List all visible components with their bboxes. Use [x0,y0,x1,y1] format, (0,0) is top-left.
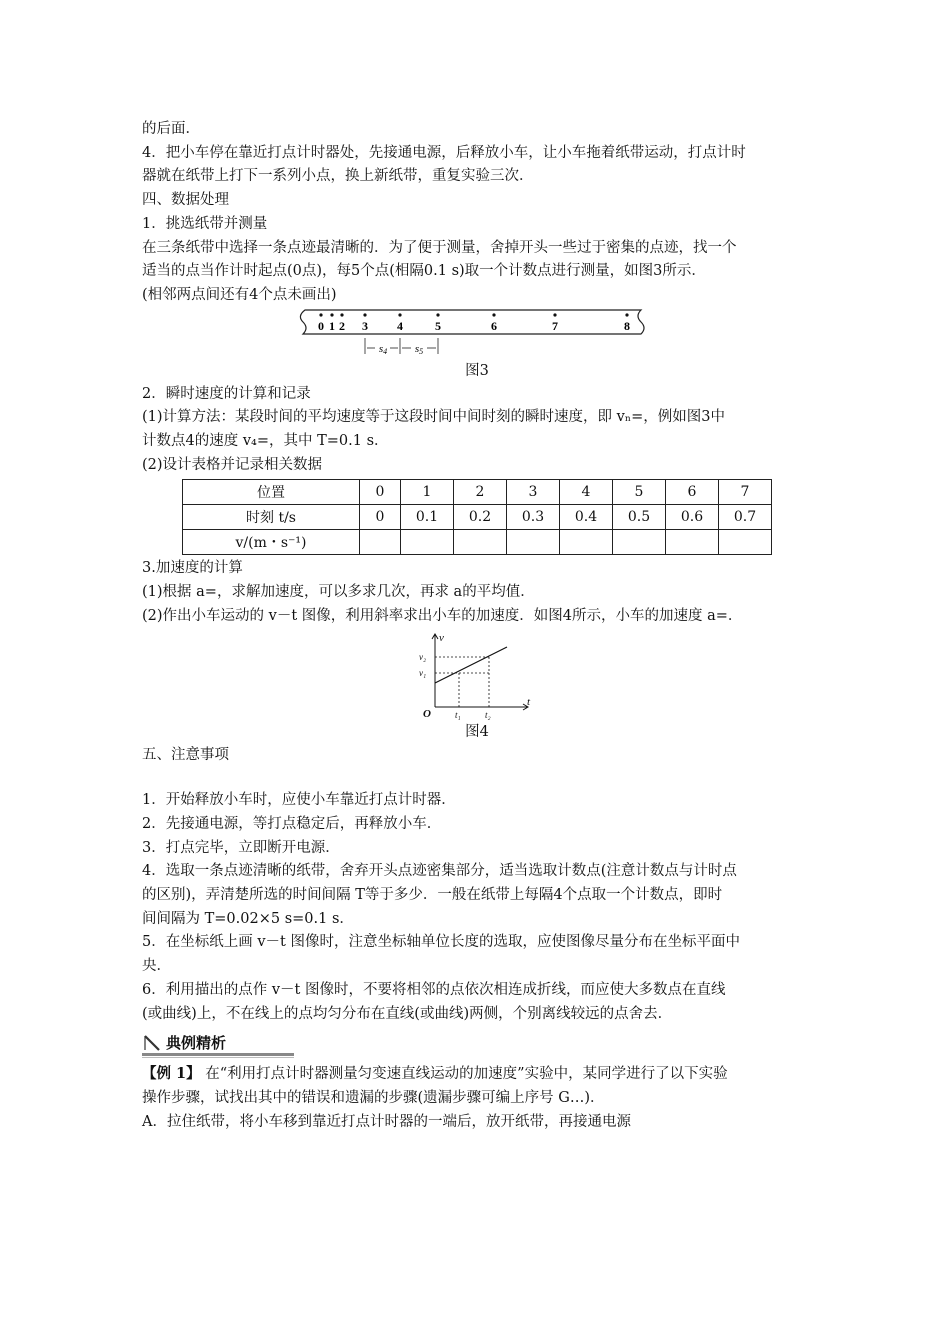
paper-tape-figure [297,308,647,360]
origin-label: O [423,707,431,720]
note-item: 央． [142,958,171,975]
table-cell: 4 [560,480,613,505]
table-cell: 5 [613,480,666,505]
text-line: 适当的点当作计时起点(0点)，每5个点(相隔0.1 s)取一个计数点进行测量，如图3所示． [142,263,706,280]
note-item: 间间隔为 T=0.02×5 s=0.1 s． [142,910,354,927]
note-item: 的区别)，弄清楚所选的时间间隔 T等于多少．一般在纸带上每隔4个点取一个计数点，即时 [142,887,723,904]
table-row [183,530,772,555]
axis-v-label: v [439,631,444,644]
note-item: 1．开始释放小车时，应使小车靠近打点计时器． [142,792,456,809]
tape-label: 3 [362,318,368,333]
text-line: (1)计算方法：某段时间的平均速度等于这段时间中间时刻的瞬时速度，即 vₙ=，例如图3中 [142,409,725,426]
text-line: 计数点4的速度 v₄=，其中 T=0.1 s． [142,433,389,450]
tape-label: 2 [339,318,345,333]
section-rule [142,1053,294,1056]
table-cell: 6 [666,480,719,505]
paper-tape-outline [300,310,644,334]
tape-label: 5 [435,318,441,333]
table-cell: 时刻 t/s [183,505,360,530]
subsection-heading: 1．挑选纸带并测量 [142,215,268,232]
table-cell: 3 [507,480,560,505]
table-cell: 0.5 [613,505,666,530]
tape-label: 1 [329,318,335,333]
tape-dot [553,313,556,316]
table-cell-empty [507,530,560,555]
tape-measure-marks [365,338,438,354]
tape-label: 4 [397,318,403,333]
note-item: 2．先接通电源，等打点稳定后，再释放小车． [142,815,442,832]
text-line: 在三条纸带中选择一条点迹最清晰的．为了便于测量，舍掉开头一些过于密集的点迹，找一个 [142,239,737,256]
text-line: (1)根据 a=，求解加速度，可以多求几次，再求 a的平均值． [142,584,535,601]
table-cell-empty [719,530,772,555]
table-cell: 7 [719,480,772,505]
note-item: 3．打点完毕，立即断开电源． [142,839,340,856]
text-line: (相邻两点间还有4个点未画出) [142,286,337,303]
tape-dot [398,313,401,316]
v1-label: v₁ [419,667,427,678]
section-rule-thin [142,1057,294,1058]
table-cell: 0 [360,505,401,530]
tape-dot [340,313,343,316]
tape-dot [319,313,322,316]
example-line: 操作步骤，试找出其中的错误和遗漏的步骤(遗漏步骤可编上序号 G…)． [142,1089,605,1106]
text-line: (2)设计表格并记录相关数据 [142,456,323,473]
v-t-line [435,647,507,683]
example-text: 在“利用打点计时器测量匀变速直线运动的加速度”实验中，某同学进行了以下实验 [200,1066,728,1083]
table-cell: 0.2 [454,505,507,530]
table-row [183,480,772,505]
table-cell: v/(m・s⁻¹) [183,530,360,555]
example-line: A．拉住纸带，将小车移到靠近打点计时器的一端后，放开纸带，再接通电源 [142,1113,631,1130]
table-cell-empty [666,530,719,555]
t2-label: t₂ [485,709,491,720]
document-page [142,118,812,1134]
table-cell: 0.7 [719,505,772,530]
tape-label: 6 [491,318,497,333]
table-cell-empty [454,530,507,555]
tape-dot [436,313,439,316]
note-item: 6．利用描出的点作 v－t 图像时，不要将相邻的点依次相连成折线，而应使大多数点在直线 [142,981,726,998]
tape-dot [492,313,495,316]
section-banner [142,1030,812,1056]
example-label: 【例 1】 [142,1065,201,1083]
section-title: 典例精析 [166,1034,227,1053]
figure-4-caption: 图4 [465,723,489,740]
note-item: 4．选取一条点迹清晰的纸带，舍弃开头点迹密集部分，适当选取计数点(注意计数点与计时点 [142,863,737,880]
s4-label: s4 [378,342,388,356]
tape-dot [625,313,628,316]
table-cell-empty [613,530,666,555]
tape-dot [330,313,333,316]
tape-label: 7 [552,318,558,333]
table-cell: 0.6 [666,505,719,530]
section-heading: 四、数据处理 [142,192,229,209]
table-cell: 位置 [183,480,360,505]
text-line: 器就在纸带上打下一系列小点，换上新纸带，重复实验三次． [142,168,534,185]
diagonal-stripe-icon [142,1032,162,1052]
table-cell: 0 [360,480,401,505]
table-cell: 0.3 [507,505,560,530]
table-cell: 2 [454,480,507,505]
v2-label: v₂ [419,651,427,662]
table-cell-empty [560,530,613,555]
section-heading: 五、注意事项 [142,746,229,763]
text-line: (2)作出小车运动的 v－t 图像，利用斜率求出小车的加速度．如图4所示，小车的加速度 a=． [142,607,743,624]
tape-dot [363,313,366,316]
table-cell: 1 [401,480,454,505]
table-cell-empty [401,530,454,555]
table-cell-empty [360,530,401,555]
note-item: (或曲线)上，不在线上的点均匀分布在直线(或曲线)两侧，个别离线较远的点舍去． [142,1005,673,1022]
table-cell: 0.4 [560,505,613,530]
text-line: 4．把小车停在靠近打点计时器处，先接通电源，后释放小车，让小车拖着纸带运动，打点计时 [142,144,746,161]
figure-3-caption: 图3 [465,362,489,379]
subsection-heading: 3.加速度的计算 [142,560,243,577]
guide-lines [435,657,489,707]
s5-label: s5 [414,342,424,356]
note-item: 5．在坐标纸上画 v－t 图像时，注意坐标轴单位长度的选取，应使图像尽量分布在坐标平面中 [142,934,740,951]
subsection-heading: 2．瞬时速度的计算和记录 [142,385,311,402]
example-line [142,1062,812,1087]
table-cell: 0.1 [401,505,454,530]
tape-label: 0 [318,318,324,333]
axis-t-label: t [527,695,531,708]
text-line: 的后面． [142,121,200,137]
v-t-graph-figure [415,631,535,721]
data-table [182,479,772,555]
t1-label: t₁ [455,709,461,720]
tape-label: 8 [624,318,630,333]
table-row [183,505,772,530]
tape-dots [319,313,628,316]
